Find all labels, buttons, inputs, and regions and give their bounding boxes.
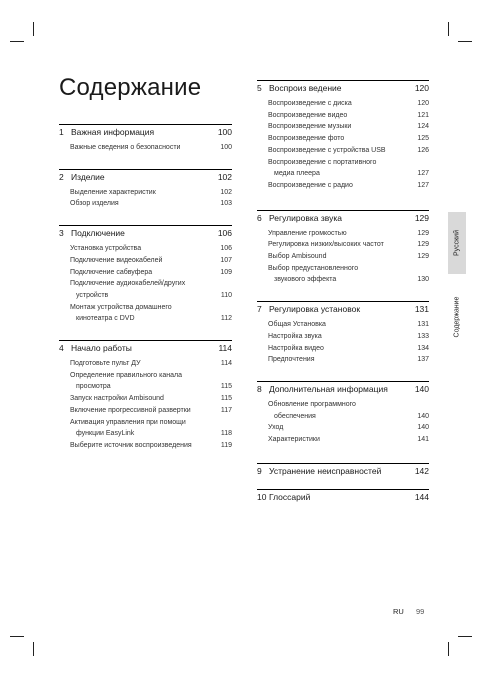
toc-section [59, 340, 232, 452]
toc-section [257, 463, 429, 478]
toc-entry[interactable] [268, 239, 429, 251]
toc-entry-page-number: 117 [220, 406, 232, 414]
toc-entry-text: Установка устройства [70, 245, 142, 253]
toc-entry-page-number: 110 [220, 291, 232, 299]
toc-entry-text: обеспечения [274, 412, 316, 420]
toc-entry[interactable] [70, 278, 232, 290]
toc-entry[interactable] [268, 121, 429, 133]
crop-mark [10, 41, 24, 42]
section-number: 3 [59, 228, 64, 239]
toc-entry[interactable] [268, 434, 429, 446]
toc-entry-list [59, 142, 232, 154]
toc-entry-page-number: 125 [417, 135, 429, 143]
toc-entry-page-number: 130 [417, 276, 429, 284]
toc-entry-text: Воспроизведение видео [268, 111, 348, 119]
toc-entry-page-number: 106 [220, 245, 232, 253]
toc-entry-page-number: 124 [417, 123, 429, 131]
toc-entry-page-number: 102 [220, 188, 232, 196]
toc-entry-text: Включение прогрессивной развертки [70, 406, 191, 414]
toc-entry-list [257, 399, 429, 446]
toc-entry-page-number: 131 [417, 321, 429, 329]
section-number: 7 [257, 304, 262, 315]
toc-entry[interactable] [268, 180, 429, 192]
toc-entry[interactable] [70, 142, 232, 154]
toc-entry-page-number: 126 [417, 146, 429, 154]
section-title: Регулировка звука [269, 212, 342, 223]
section-number: 4 [59, 343, 64, 354]
toc-right-column [257, 80, 429, 507]
toc-entry[interactable] [268, 145, 429, 157]
toc-entry-page-number: 115 [220, 383, 232, 391]
toc-entry-page-number: 115 [220, 395, 232, 403]
toc-entry-page-number: 107 [220, 256, 232, 264]
toc-entry-text: звукового эффекта [274, 276, 337, 284]
section-page-number: 102 [217, 171, 232, 182]
section-number: 2 [59, 171, 64, 182]
section-title: Регулировка установок [269, 304, 361, 315]
toc-section [257, 80, 429, 192]
toc-entry[interactable] [70, 440, 232, 452]
footer-page-number: 99 [416, 607, 425, 616]
toc-entry[interactable] [268, 331, 429, 343]
toc-entry[interactable] [268, 399, 429, 411]
section-page-number: 144 [414, 491, 429, 502]
toc-entry[interactable] [70, 313, 232, 325]
toc-entry[interactable] [70, 358, 232, 370]
toc-entry[interactable] [70, 393, 232, 405]
section-title: Глоссарий [269, 491, 311, 502]
toc-entry[interactable] [70, 267, 232, 279]
toc-entry[interactable] [268, 251, 429, 263]
toc-entry-text: Подключение сабвуфера [70, 268, 153, 276]
toc-entry-text: Воспроизведение музыки [268, 123, 352, 131]
section-title: Дополнительная информация [269, 383, 388, 394]
toc-entry-page-number: 140 [417, 424, 429, 432]
toc-entry[interactable] [268, 157, 429, 169]
toc-entry-text: функции EasyLink [76, 430, 135, 438]
toc-section-heading[interactable] [59, 169, 232, 184]
toc-entry-text: Уход [268, 424, 284, 432]
toc-section [257, 489, 429, 504]
toc-entry[interactable] [70, 428, 232, 440]
section-page-number: 140 [414, 383, 429, 394]
toc-entry[interactable] [268, 411, 429, 423]
toc-entry-text: Выбор Ambisound [268, 253, 327, 261]
section-title: Начало работы [71, 343, 132, 354]
toc-entry-page-number: 137 [417, 356, 429, 364]
section-title: Воспроиз ведение [269, 83, 342, 93]
toc-entry-list [59, 187, 232, 210]
toc-entry-text: кинотеатра с DVD [76, 315, 135, 323]
toc-entry-page-number: 141 [417, 436, 429, 444]
toc-entry[interactable] [70, 198, 232, 210]
toc-section [59, 225, 232, 325]
toc-entry[interactable] [268, 343, 429, 355]
toc-entry-text: Воспроизведение с портативного [268, 158, 377, 166]
section-number: 6 [257, 212, 262, 223]
toc-entry-page-number: 103 [220, 200, 232, 208]
toc-entry[interactable] [268, 98, 429, 110]
toc-entry-text: медиа плеера [274, 170, 320, 178]
toc-entry-page-number: 118 [220, 430, 232, 438]
toc-entry[interactable] [70, 187, 232, 199]
toc-entry-text: просмотра [76, 383, 111, 391]
toc-entry-list [59, 358, 232, 452]
crop-mark [448, 22, 449, 36]
section-title: Устранение неисправностей [269, 465, 382, 476]
toc-entry[interactable] [268, 228, 429, 240]
toc-entry-page-number: 129 [417, 253, 429, 261]
toc-entry-page-number: 112 [220, 315, 232, 323]
toc-entry-text: Выберите источник воспроизведения [70, 441, 192, 449]
toc-entry-page-number: 134 [417, 344, 429, 352]
side-section-label: Содержание [453, 296, 461, 338]
toc-entry-text: Обновление программного [268, 400, 356, 408]
toc-entry-text: Подключение видеокабелей [70, 256, 163, 264]
section-number: 8 [257, 383, 262, 394]
toc-entry[interactable] [70, 243, 232, 255]
toc-entry[interactable] [268, 133, 429, 145]
toc-entry-text: Общая Установка [268, 321, 326, 329]
toc-entry[interactable] [268, 263, 429, 275]
toc-entry-page-number: 127 [417, 170, 429, 178]
toc-entry[interactable] [70, 370, 232, 382]
toc-entry-page-number: 114 [220, 360, 232, 368]
toc-entry-text: Важные сведения о безопасности [70, 144, 181, 151]
toc-entry-page-number: 121 [417, 111, 429, 119]
crop-mark [458, 41, 472, 42]
toc-section-heading[interactable] [59, 225, 232, 240]
toc-entry-page-number: 129 [417, 229, 429, 237]
toc-entry[interactable] [268, 110, 429, 122]
toc-section [257, 210, 429, 287]
toc-section-heading[interactable] [59, 124, 232, 139]
section-page-number: 114 [218, 343, 232, 354]
section-title: Важная информация [71, 127, 155, 137]
toc-entry-list [257, 228, 429, 287]
toc-entry-page-number: 120 [417, 100, 429, 107]
toc-entry-text: Характеристики [268, 436, 320, 444]
toc-entry-text: Подготовьте пульт ДУ [70, 360, 141, 368]
toc-section [59, 124, 232, 154]
toc-entry[interactable] [70, 290, 232, 302]
section-number: 5 [257, 83, 262, 93]
section-page-number: 131 [414, 304, 429, 315]
crop-mark [10, 636, 24, 637]
toc-entry-text: Управление громкостью [268, 229, 347, 237]
footer-language: RU [393, 607, 404, 616]
toc-entry-text: Обзор изделия [70, 200, 119, 208]
section-page-number: 100 [217, 127, 232, 137]
toc-entry-text: Настройка звука [268, 332, 322, 340]
toc-entry-text: Определение правильного канала [70, 371, 182, 379]
toc-entry-list [59, 243, 232, 325]
toc-entry-text: устройств [76, 291, 109, 299]
toc-entry-list [257, 98, 429, 192]
toc-entry-page-number: 133 [417, 332, 429, 340]
toc-entry[interactable] [70, 381, 232, 393]
toc-entry-text: Подключение аудиокабелей/других [70, 280, 186, 288]
toc-entry-text: Воспроизведение с диска [268, 100, 352, 107]
toc-entry-text: Настройка видео [268, 344, 324, 352]
toc-entry[interactable] [268, 354, 429, 366]
toc-entry-text: Воспроизведение с устройства USB [268, 146, 386, 154]
language-tab-label: Русский [453, 230, 461, 256]
section-title: Подключение [71, 228, 125, 239]
toc-entry-text: Монтаж устройства домашнего [70, 303, 172, 311]
toc-entry[interactable] [268, 274, 429, 286]
toc-entry-page-number: 109 [220, 268, 232, 276]
toc-entry-text: Активация управления при помощи [70, 418, 186, 426]
toc-entry-text: Регулировка низких/высоких частот [268, 241, 384, 249]
toc-entry[interactable] [70, 417, 232, 429]
section-page-number: 120 [414, 83, 429, 93]
toc-entry-page-number: 140 [417, 412, 429, 420]
toc-section-heading[interactable] [257, 210, 429, 225]
crop-mark [448, 642, 449, 656]
toc-entry-text: Выбор предустановленного [268, 264, 359, 272]
toc-entry-page-number: 127 [417, 181, 429, 189]
crop-mark [33, 642, 34, 656]
section-number: 10 [257, 491, 267, 502]
toc-entry-text: Воспроизведение фото [268, 135, 345, 143]
toc-section-heading[interactable] [257, 301, 429, 316]
toc-entry-page-number: 119 [220, 441, 232, 449]
toc-entry-text: Выделение характеристик [70, 188, 156, 196]
toc-entry-text: Запуск настройки Ambisound [70, 395, 164, 403]
toc-left-column [59, 124, 232, 452]
toc-entry[interactable] [70, 405, 232, 417]
toc-section-heading[interactable] [257, 381, 429, 396]
toc-section-heading[interactable] [257, 489, 429, 504]
toc-entry[interactable] [70, 255, 232, 267]
section-title: Изделие [71, 171, 105, 182]
toc-entry[interactable] [70, 302, 232, 314]
toc-section-heading[interactable] [59, 340, 232, 355]
toc-entry-text: Воспроизведение с радио [268, 181, 353, 189]
toc-entry-page-number: 100 [220, 144, 232, 151]
toc-entry-page-number: 129 [417, 241, 429, 249]
toc-entry-list [257, 319, 429, 366]
toc-entry[interactable] [268, 319, 429, 331]
crop-mark [458, 636, 472, 637]
toc-section-heading[interactable] [257, 80, 429, 95]
toc-section-heading[interactable] [257, 463, 429, 478]
toc-section [59, 169, 232, 210]
section-page-number: 106 [217, 228, 232, 239]
section-number: 1 [59, 127, 64, 137]
toc-entry[interactable] [268, 168, 429, 180]
toc-entry-text: Предпочтения [268, 356, 315, 364]
toc-section [257, 301, 429, 366]
section-page-number: 142 [414, 465, 429, 476]
crop-mark [33, 22, 34, 36]
section-number: 9 [257, 465, 262, 476]
toc-section [257, 381, 429, 446]
section-page-number: 129 [414, 212, 429, 223]
toc-entry[interactable] [268, 422, 429, 434]
page-title: Содержание [59, 74, 202, 101]
